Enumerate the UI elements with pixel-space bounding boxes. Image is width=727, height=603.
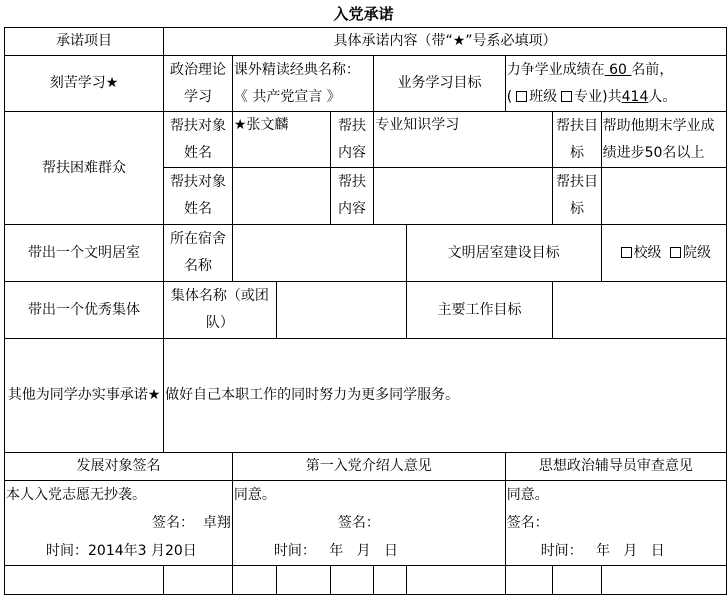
help-target-value: ★张文麟 [232, 112, 330, 168]
help-target-label: 帮扶对象姓名 [164, 112, 233, 168]
help-target-label-2: 帮扶对象姓名 [164, 168, 233, 225]
group-goal-label: 主要工作目标 [406, 282, 553, 339]
dorm-label: 带出一个文明居室 [5, 225, 164, 282]
counselor-opinion: 同意。 [506, 487, 549, 503]
help-content-label-2: 帮扶内容 [330, 168, 373, 225]
empty-cell [374, 566, 406, 595]
dorm-goal-label: 文明居室建设目标 [406, 225, 601, 282]
option-school: 校级 [633, 244, 662, 261]
help-goal-label: 帮扶目标 [553, 112, 601, 168]
counselor-time: 时间： 年 月 日 [540, 543, 665, 559]
class-checkbox[interactable] [516, 91, 527, 102]
reading-label: 课外精读经典名称： [233, 61, 360, 78]
goal-text-4: 人。 [648, 88, 677, 105]
school-level-checkbox[interactable] [621, 247, 632, 258]
study-goal-cell: 力争学业成绩在 60 名前， ( 班级 专业)共414人。 [505, 56, 726, 112]
goal-total: 414 [621, 88, 649, 105]
group-goal-value [553, 282, 727, 339]
college-level-checkbox[interactable] [670, 247, 681, 258]
help-content-value: 专业知识学习 [374, 112, 553, 168]
introducer-header: 第一入党介绍人意见 [232, 453, 505, 481]
candidate-sign: 签名： 卓翔 [152, 515, 231, 531]
group-name-value [276, 282, 406, 339]
introducer-opinion: 同意。 [233, 487, 276, 503]
group-name-label: 集体名称（或团队） [164, 282, 277, 339]
help-content-value-2 [374, 168, 553, 225]
other-value: 做好自己本职工作的同时努力为更多同学服务。 [164, 339, 727, 453]
help-content-label: 帮扶内容 [330, 112, 373, 168]
document-title: 入党承诺 [333, 5, 394, 23]
candidate-time: 时间：2014年3 月20日 [46, 543, 197, 559]
dorm-room-value [232, 225, 406, 282]
candidate-header: 发展对象签名 [5, 453, 233, 481]
help-goal-value-2 [601, 168, 726, 225]
commitment-table [4, 27, 727, 595]
empty-cell [406, 566, 505, 595]
dorm-level-options [601, 225, 726, 282]
goal-rank: 60 [604, 61, 632, 78]
header-content: 具体承诺内容（带“★”号系必填项） [164, 28, 727, 56]
counselor-header: 思想政治辅导员审查意见 [505, 453, 726, 481]
option-major: 专业 [574, 88, 603, 105]
empty-cell [601, 566, 726, 595]
reading-cell [232, 56, 373, 112]
empty-cell [232, 566, 276, 595]
major-checkbox[interactable] [561, 91, 572, 102]
empty-cell [276, 566, 330, 595]
group-label: 带出一个优秀集体 [5, 282, 164, 339]
candidate-statement: 本人入党志愿无抄袭。 [6, 487, 146, 503]
dorm-room-label: 所在宿舍名称 [164, 225, 233, 282]
introducer-time: 时间： 年 月 日 [273, 543, 398, 559]
goal-text-2: 名前， [631, 61, 674, 78]
study-goal-label: 业务学习目标 [374, 56, 505, 112]
political-study-label: 政治理论学习 [164, 56, 233, 112]
header-item: 承诺项目 [5, 28, 164, 56]
introducer-signature-cell [232, 481, 505, 566]
empty-cell [330, 566, 373, 595]
other-label: 其他为同学办实事承诺★ [5, 339, 164, 453]
option-class: 班级 [529, 88, 558, 105]
goal-text-3: 共 [607, 88, 622, 105]
counselor-sign: 签名： [506, 515, 549, 531]
help-target-value-2 [232, 168, 330, 225]
introducer-sign: 签名： [337, 515, 380, 531]
empty-cell [5, 566, 164, 595]
reading-value: 《 共产党宣言 》 [233, 88, 341, 105]
help-goal-label-2: 帮扶目标 [553, 168, 601, 225]
empty-cell [553, 566, 601, 595]
empty-cell [505, 566, 553, 595]
study-label: 刻苦学习★ [5, 56, 164, 112]
help-goal-value: 帮助他期末学业成绩进步50名以上 [601, 112, 726, 168]
option-college: 院级 [683, 244, 712, 261]
empty-cell [164, 566, 233, 595]
counselor-signature-cell [505, 481, 726, 566]
candidate-signature-cell [5, 481, 233, 566]
help-label: 帮扶困难群众 [5, 112, 164, 225]
goal-text-1: 力争学业成绩在 [506, 61, 605, 78]
